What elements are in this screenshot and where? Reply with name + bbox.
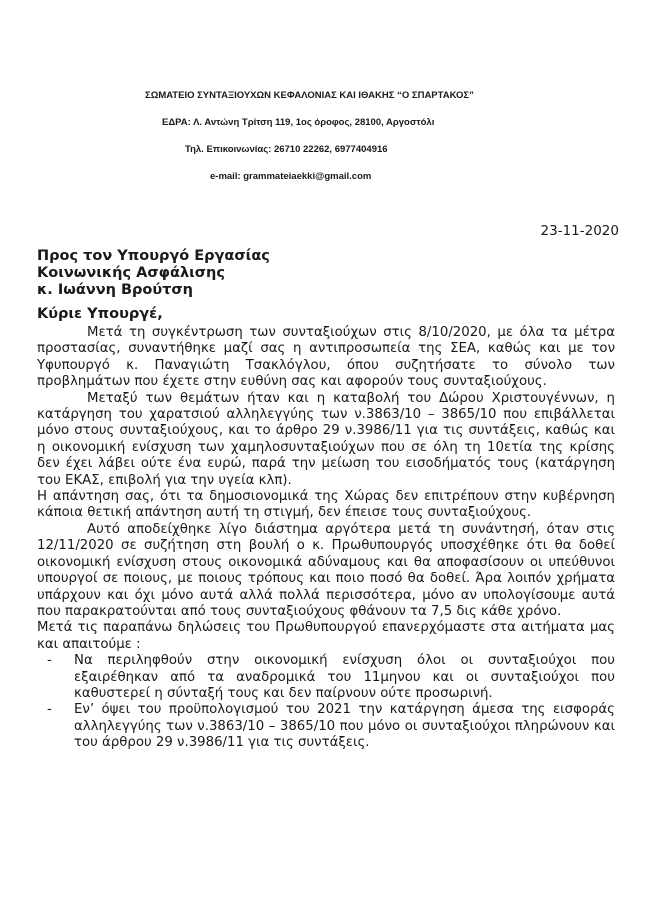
- dash-bullet-icon: -: [47, 653, 52, 669]
- recipient-line-2: Κοινωνικής Ασφάλισης: [37, 265, 225, 281]
- letter-date: 23-11-2020: [540, 223, 619, 239]
- organization-name: ΣΩΜΑΤΕΙΟ ΣΥΝΤΑΞΙΟΥΧΩΝ ΚΕΦΑΛΟΝΙΑΣ ΚΑΙ ΙΘΑΚΗΣ “Ο ΣΠΑΡΤΑΚΟΣ”: [145, 90, 474, 101]
- paragraph-topics: Μεταξύ των θεμάτων ήταν και η καταβολή του Δώρου Χριστουγέννων, η κατάργηση του χαρατσιού αλληλεγγύης των ν.3863/10 – 3865/10 που επιβάλλεται μόνο στους συνταξιούχους, και το άρθρο 29 ν.3986/11 για τις συντάξεις, καθώς και η οικονομική ενίσχυση των χαμηλοσυνταξιούχων που σε όλη τη 10ετία της κρίσης δεν έχει λάβει ούτε ένα ευρώ, παρά την μείωση του εισοδήματός τους (κατάργηση του ΕΚΑΣ, επιβολή για την υγεία κλπ).: [37, 390, 615, 488]
- salutation: Κύριε Υπουργέ,: [37, 306, 163, 322]
- demand-item: [37, 653, 615, 702]
- recipient-line-1: Προς τον Υπουργό Εργασίας: [37, 248, 270, 264]
- paragraph-meeting: Μετά τη συγκέντρωση των συνταξιούχων στις 8/10/2020, με όλα τα μέτρα προστασίας, συναντήθηκε μαζί σας η αντιπροσωπεία της ΣΕΑ, καθώς και με τον Υφυπουργό κ. Παναγιώτη Τσακλόγλου, όπου συζητήσατε το σύνολο των προβλημάτων που έχετε στην ευθύνη σας και αφορούν τους συνταξιούχους.: [37, 325, 615, 390]
- demand-text: Να περιληφθούν στην οικονομική ενίσχυση όλοι οι συνταξιούχοι που εξαιρέθηκαν από τα αναδρομικά του 11μηνου και οι συνταξιούχοι που καθυστερεί η σύνταξή τους και δεν παίρνουν ούτε προσωρινή.: [74, 653, 615, 701]
- organization-phone: Τηλ. Επικοινωνίας: 26710 22262, 6977404916: [185, 144, 388, 155]
- dash-bullet-icon: -: [47, 702, 52, 718]
- demand-text: Εν’ όψει του προϋπολογισμού του 2021 την κατάργηση άμεσα της εισφοράς αλληλεγγύης των ν.3863/10 – 3865/10 που μόνο οι συνταξιούχοι πληρώνουν και του άρθρου 29 ν.3986/11 για τις συντάξεις.: [74, 702, 615, 751]
- organization-email: e-mail: grammateiaekki@gmail.com: [210, 171, 372, 182]
- demand-item: [37, 702, 615, 751]
- recipient-block: [37, 248, 270, 299]
- demands-list: [37, 653, 615, 751]
- paragraph-pm-promise: Αυτό αποδείχθηκε λίγο διάστημα αργότερα μετά τη συνάντησή, όταν στις 12/11/2020 σε συζήτηση στη βουλή ο κ. Πρωθυπουργός υποσχέθηκε ότι θα δοθεί οικονομική ενίσχυση στους οικονομικά αδύναμους και θα αποφασίσουν οι υπεύθυνοι υπουργοί σε ποιους, με ποιους τρόπους και ποιο ποσό θα δοθεί. Άρα λοιπόν χρήματα υπάρχουν και όχι μόνο αυτά αλλά πολλά περισσότερα, μόνο αν υπολογίσουμε αυτά που παρακρατούνται από τους συνταξιούχους φθάνουν τα 7,5 δις κάθε χρόνο.: [37, 521, 615, 619]
- organization-address: ΕΔΡΑ: Λ. Αντώνη Τρίτση 119, 1ος όροφος, 28100, Αργοστόλι: [162, 117, 435, 128]
- paragraph-demands-intro: Μετά τις παραπάνω δηλώσεις του Πρωθυπουργού επανερχόμαστε στα αιτήματα μας και απαιτούμε :: [37, 620, 615, 652]
- recipient-line-3: κ. Ιωάννη Βρούτση: [37, 282, 193, 298]
- letter-body: [37, 325, 615, 752]
- paragraph-response: Η απάντηση σας, ότι τα δημοσιονομικά της Χώρας δεν επιτρέπουν στην κυβέρνηση κάποια θετική απάντηση αυτή τη στιγμή, δεν έπεισε τους συνταξιούχους.: [37, 489, 615, 521]
